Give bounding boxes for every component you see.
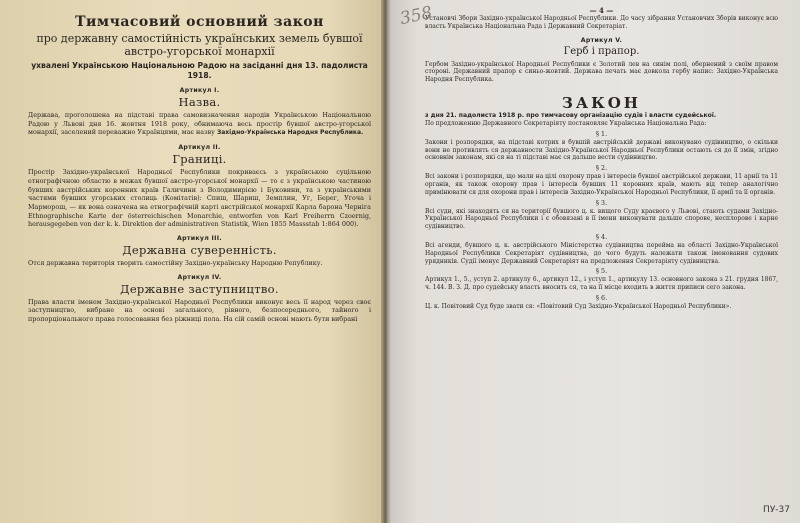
page-number: — 4 — bbox=[589, 6, 614, 15]
zakon-subtitle: з дня 21. падолиста 1918 р. про тимчасову організацію судів і власти судейської. bbox=[425, 111, 717, 119]
adoption-note: ухвалені Українською Національною Радою на засіданні дня 13. падолиста 1918. bbox=[31, 61, 368, 80]
article-5-label: Артикул V. bbox=[580, 36, 623, 44]
section-text: Всі суди, які знаходять ся на території бувшого ц. к. вищого Суду краєвого у Львові, стають судами Західно-Української Народньої Республики і є обовязані в її імени виконувати дальше спорове, несплорове і карне судівництво. bbox=[425, 207, 778, 231]
section-mark: § 5. bbox=[595, 268, 608, 276]
section-text: Закони і розпорядки, на підставі котрих в бувшій австрійській державі виконувано судівництво, о скільки вони не противлять ся державности Західно-Української Народньої Республики остають ся до її змін, згідно основнім законам, які ся на ті підставі має ся дальше вести судівництво. bbox=[425, 138, 778, 162]
section-mark: § 1. bbox=[595, 130, 608, 138]
article-4-label: Артикул IV. bbox=[177, 273, 222, 281]
article-1-label: Артикул I. bbox=[179, 87, 220, 94]
left-page bbox=[0, 0, 385, 523]
section-text: Всі агенди, бувшого ц. к. австрійського Міністерства судівництва перейма на області Західно-Української Народньої Республики Секретаріят судівництва, до чого будуть належати також іменовання судових урядників. Судії іменує Державний Секретаріят на предложення Секретаріяту судівництва. bbox=[425, 241, 778, 265]
article-1-heading: Назва. bbox=[178, 95, 221, 109]
book-gutter bbox=[381, 0, 391, 523]
law-subtitle: про державну самостійність українських земель бувшої австро-угорської монархії bbox=[36, 32, 363, 58]
section-mark: § 6. bbox=[595, 294, 608, 302]
republic-name: Західно-Українська Народня Республика. bbox=[216, 129, 364, 137]
right-top-text: Установчі Збори Західно-української Народньої Республики. До часу зібрання Установчих Зборів виконує всю власть Українська Національна Рада і Державний Секретаріат. bbox=[425, 15, 778, 30]
section-mark: § 4. bbox=[595, 233, 608, 241]
article-3-text: Отся державна територія творить самостійну Західно-українську Народню Републику. bbox=[28, 259, 323, 268]
article-1-text: Держава, проголошена на підставі права самовизначення народів Українською Національною Радою у Львові дня 16. жовтня 1918 року, обнимаюча весь простір бувшої австро-угорської монархії, заселений переважно Українцями, має назву Західно-Українська Народня Республика. bbox=[28, 111, 371, 137]
zakon-intro: По предложенню Державного Секретаріяту постановляє Українська Національна Рада: bbox=[425, 119, 707, 127]
article-2-label: Артикул II. bbox=[178, 144, 221, 152]
section-text: Артикул 1., 5., уступ 2. артикулу 6., артикул 12., і уступ 1., артикулу 13. основного закона з 21. грудня 1867, ч. 144. В. З. Д. про судейську власть вносить ся, та на її місце входить в життя приписи сего закона. bbox=[425, 276, 778, 292]
article-2-heading: Границі. bbox=[172, 152, 227, 167]
handwritten-number: 358 bbox=[398, 2, 435, 30]
article-3-heading: Державна суверенність. bbox=[122, 243, 277, 258]
section-mark: § 2. bbox=[595, 165, 608, 173]
section-list bbox=[425, 131, 778, 311]
law-title: Тимчасовий основний закон bbox=[75, 14, 324, 30]
right-page bbox=[385, 0, 800, 523]
article-5-text: Гербом Західно-української Народньої Республики є Золотий лев на синім полі, обернений з своїм правом стороні. Державний прапор є синьо-жовтий. Держава печать має довкола гербу напис: Західно-Українська Народня Республика. bbox=[425, 60, 778, 84]
section-text: Ц. к. Повітовий Суд буде звати ся: «Повітовий Суд Західно-Української Народньої Республики». bbox=[425, 302, 732, 310]
article-5-heading: Герб і прапор. bbox=[563, 45, 640, 57]
article-4-heading: Державне заступництво. bbox=[120, 281, 279, 296]
zakon-title: ЗАКОН bbox=[562, 93, 641, 112]
archive-label: ПУ-37 bbox=[763, 505, 790, 515]
section-text: Всі закони і розпорядки, що мали на цілі охорону прав і інтересів бувшої австрійської держави, 11 арнії та 11 органів, як також охорону прав і інтересів бувших 11 коронних країв, мають від тепер аналогічно примінювати ся для охорони прав і інтересів Західно-Української Народньої Республики, її армії та її органів. bbox=[425, 173, 778, 196]
article-4-text: Права власти іменем Західно-української Народньої Республики виконує весь її народ через своє заступництво, вибране на основі загального, рівного, безпосереднього, тайного і пропорціонального права голосовання без ріжниці пола. На сій самій основі мають бути вибрані bbox=[28, 297, 371, 324]
article-2-text: Простір Західно-української Народньої Республики покриваєсь з українською суцільною етнографічною областю в межах бувшої австро-угорської монархії — то є з українською частиною бувших австрійських коронних країв Галичини з Володимирією і Буковини, та з українськими частями бувших угорських столиць (Комітатів): Спиш, Шариш, Земплин, Уг, Берег, Угоча і Марморош, — як вона означена на етнографічній карті австрійської монархії Карла барона Черніга Ethnographische Karte der österreichischen Monarchie, entworfen von Karl Freiherrn Czoernig, herausgegeben von der k. k. Direktion der administrativen Statistik, Wien 1855 Massstab 1:864 000). bbox=[28, 168, 371, 229]
article-3-label: Артикул III. bbox=[177, 235, 222, 243]
section-mark: § 3. bbox=[595, 199, 608, 207]
